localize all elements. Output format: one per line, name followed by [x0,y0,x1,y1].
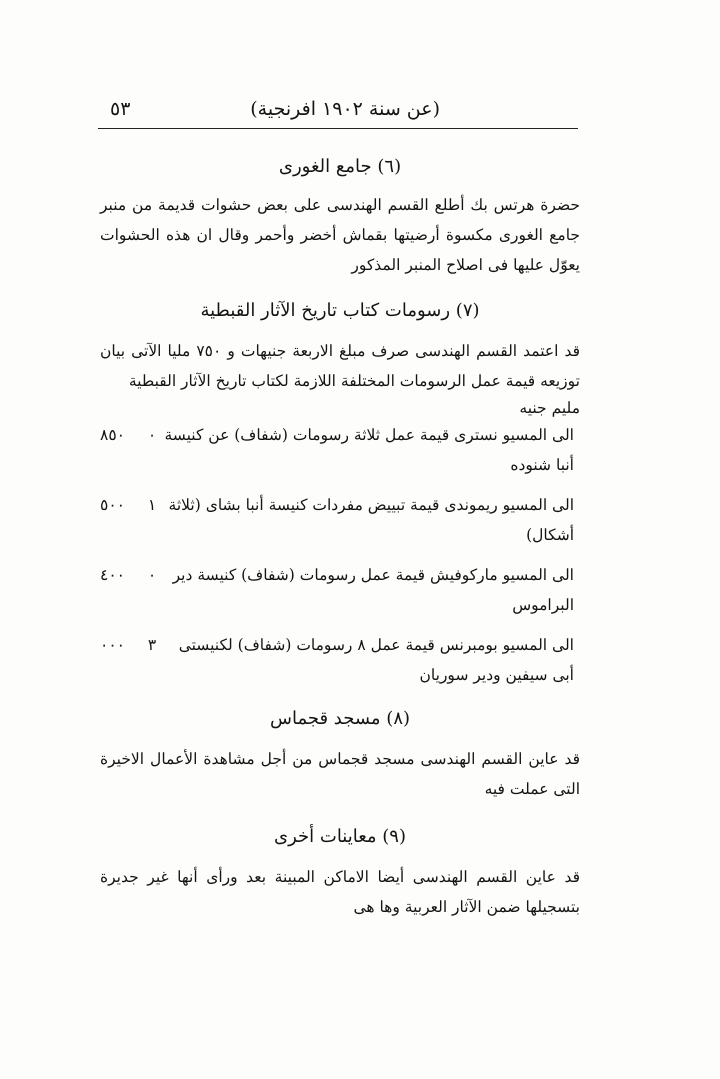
item-text: الى المسيو نسترى قيمة عمل ثلاثة رسومات (شفاف) عن كنيسة أنبا شنوده [164,426,574,474]
payment-item [100,490,580,550]
item-piaster: ٠ [147,426,157,444]
section-body-7: قد اعتمد القسم الهندسى صرف مبلغ الاربعة جنيهات و ٧٥٠ مليا الآتى بيان توزيعه قيمة عمل الرسومات المختلفة اللازمة لكتاب تاريخ الآثار القبطية [100,342,580,390]
section-title-9: (٩) معاينات أخرى [274,826,406,847]
item-piaster: ٠ [147,566,157,584]
header-rule [98,128,578,129]
item-amount: ٨٥٠ [100,426,125,444]
item-amount: ٥٠٠ [100,496,125,514]
item-text: الى المسيو ماركوفيش قيمة عمل رسومات (شفاف) كنيسة دير البراموس [172,566,574,614]
unit-header: مليم جنيه [519,399,580,417]
item-text: الى المسيو بومبرنس قيمة عمل ٨ رسومات (شفاف) لكنيستى أبى سيفين ودير سوريان [178,636,574,684]
section-body-6: حضرة هرتس بك أطلع القسم الهندسى على بعض حشوات قديمة من منبر جامع الغورى مكسوة أرضيتها بقماش أخضر وأحمر وقال ان هذه الحشوات يعوّل عليها فى اصلاح المنبر المذكور [100,196,580,274]
item-text: الى المسيو ريموندى قيمة تبييض مفردات كنيسة أنبا بشاى (ثلاثة أشكال) [168,496,574,544]
section-title-7: (٧) رسومات كتاب تاريخ الآثار القبطية [200,300,480,321]
item-amount: ٠٠٠ [100,636,125,654]
section-body-9: قد عاين القسم الهندسى أيضا الاماكن المبينة بعد ورأى أنها غير جديرة بتسجيلها ضمن الآثار العربية وها هى [100,868,580,916]
running-title: (عن سنة ١٩٠٢ افرنجية) [250,98,440,120]
section-title-8: (٨) مسجد قجماس [269,708,411,729]
payment-item [100,420,580,480]
page-header [100,98,580,130]
page-number: ٥٣ [110,98,131,120]
payment-item [100,560,580,620]
page-content [100,140,580,922]
payment-item [100,630,580,690]
item-piaster: ١ [147,496,157,514]
item-piaster: ٣ [147,636,157,654]
section-title-6: (٦) جامع الغورى [278,156,402,177]
item-amount: ٤٠٠ [100,566,125,584]
section-body-8: قد عاين القسم الهندسى مسجد قجماس من أجل مشاهدة الأعمال الاخيرة التى عملت فيه [100,750,580,798]
payment-list [100,420,580,690]
